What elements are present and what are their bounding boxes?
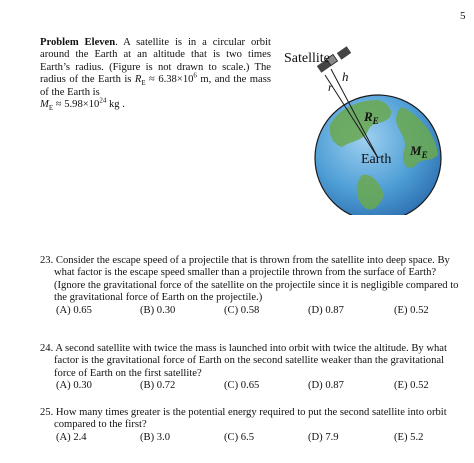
earth-radius-label: $R_E$: [364, 109, 379, 126]
choice-d: (D) 0.87: [308, 304, 344, 316]
earth-radius-exponent: 6: [193, 71, 197, 80]
altitude-h-label: h: [342, 69, 349, 84]
problem-heading: Problem Eleven: [40, 37, 116, 48]
choice-a: (A) 0.65: [56, 304, 92, 316]
earth-radius-unit: m: [196, 74, 209, 86]
question-number: 23.: [40, 255, 54, 266]
choice-c: (C) 0.65: [224, 380, 260, 392]
question-24: [40, 343, 460, 393]
question-text: Consider the escape speed of a projectile that is thrown from the satellite into deep space. By what factor is the escape speed smaller than a projectile thrown from the surface of Earth? (Ignore the gravitational force of the satellite on the projectile since it is negligible compared to the gravitational force of Earth on the projectile.): [54, 255, 459, 304]
choice-a: (A) 0.30: [56, 380, 92, 392]
earth-mass-label: $M_E$: [410, 143, 428, 160]
earth-radius-value: ≈ 6.38×10: [145, 74, 194, 86]
question-text: How many times greater is the potential energy required to put the second satellite into orbit compared to the first?: [54, 407, 447, 431]
question-25: [40, 407, 460, 444]
choice-b: (B) 0.30: [140, 304, 176, 316]
problem-text: . A satellite is in a circular orbit around the Earth at an altitude that is two times Earth’s radius. (Figure is not drawn to scale.) The radius of the Earth is: [40, 37, 271, 86]
mass-phrase: , and the mass of the Earth is: [40, 74, 271, 98]
answer-choices: [40, 380, 460, 392]
choice-e: (E) 0.52: [394, 304, 429, 316]
earth-mass-exponent: 24: [99, 96, 107, 105]
choice-a: (A) 2.4: [56, 431, 87, 443]
question-text: A second satellite with twice the mass is launched into orbit with twice the altitude. By what factor is the gravitational force of Earth on the second satellite weaker than the gravitational force of Earth on the first satellite?: [54, 343, 447, 379]
choice-c: (C) 6.5: [224, 431, 255, 443]
question-number: 24.: [40, 343, 54, 354]
earth-mass-value: ≈ 5.98×10: [53, 99, 100, 111]
earth-mass-symbol: M: [40, 99, 49, 111]
problem-intro: [40, 37, 271, 111]
answer-choices: [40, 305, 460, 317]
question-number: 25.: [40, 407, 54, 418]
choice-d: (D) 0.87: [308, 380, 344, 392]
earth-radius-subscript: E: [141, 79, 146, 88]
orbit-radius-r-label: r: [328, 80, 333, 94]
choice-b: (B) 0.72: [140, 380, 176, 392]
choice-e: (E) 5.2: [394, 431, 424, 443]
earth-satellite-figure: [280, 45, 450, 215]
earth-radius-symbol: R: [134, 74, 142, 86]
earth-mass-unit: kg .: [106, 99, 125, 111]
page-number: 5: [460, 10, 466, 22]
question-23: [40, 255, 460, 317]
choice-d: (D) 7.9: [308, 431, 339, 443]
choice-c: (C) 0.58: [224, 304, 260, 316]
choice-e: (E) 0.52: [394, 380, 429, 392]
earth-label: Earth: [361, 152, 392, 167]
satellite-label: Satellite: [284, 51, 330, 66]
answer-choices: [40, 432, 460, 444]
choice-b: (B) 3.0: [140, 431, 171, 443]
earth-mass-subscript: E: [48, 104, 54, 113]
